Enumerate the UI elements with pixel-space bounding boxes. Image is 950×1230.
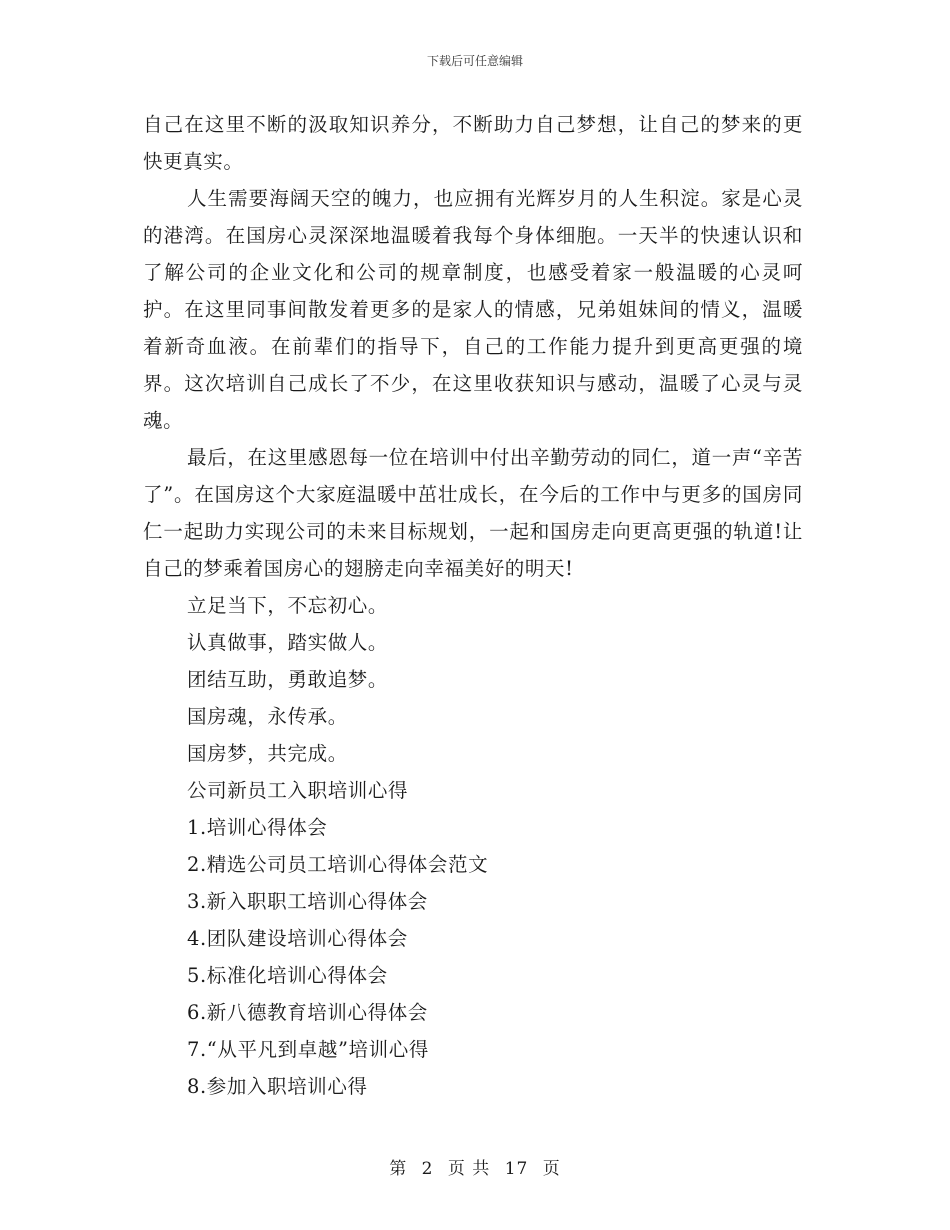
slogan-line: 团结互助，勇敢追梦。 xyxy=(187,668,389,691)
slogan-line: 国房魂，永传承。 xyxy=(187,705,348,728)
slogan-line: 认真做事，踏实做人。 xyxy=(187,631,389,654)
paragraph-1: 自己在这里不断的汲取知识养分，不断助力自己梦想，让自己的梦来的更快更真实。 xyxy=(143,113,803,173)
current-page-number: 2 xyxy=(421,1159,434,1179)
page-footer xyxy=(0,1154,950,1179)
footer-middle: 页 共 xyxy=(447,1159,491,1179)
total-page-count: 17 xyxy=(504,1159,529,1179)
toc-item: 2.精选公司员工培训心得体会范文 xyxy=(187,853,489,876)
page-header: 下载后可任意编辑 xyxy=(426,54,523,68)
section-title: 公司新员工入职培训心得 xyxy=(187,779,409,802)
toc-item: 8.参加入职培训心得 xyxy=(187,1075,368,1098)
paragraph-3: 最后，在这里感恩每一位在培训中付出辛勤劳动的同仁，道一声“辛苦了”。在国房这个大家庭温暖中茁壮成长，在今后的工作中与更多的国房同仁一起助力实现公司的未来目标规划，一起和国房走向更高更强的轨道!让自己的梦乘着国房心的翅膀走向幸福美好的明天! xyxy=(143,446,803,580)
paragraph-2: 人生需要海阔天空的魄力，也应拥有光辉岁月的人生积淀。家是心灵的港湾。在国房心灵深深地温暖着我每个身体细胞。一天半的快速认识和了解公司的企业文化和公司的规章制度，也感受着家一般温暖的心灵呵护。在这里同事间散发着更多的是家人的情感，兄弟姐妹间的情义，温暖着新奇血液。在前辈们的指导下，自己的工作能力提升到更高更强的境界。这次培训自己成长了不少，在这里收获知识与感动，温暖了心灵与灵魂。 xyxy=(143,187,803,432)
toc-item: 3.新入职职工培训心得体会 xyxy=(187,890,428,913)
toc-item: 6.新八德教育培训心得体会 xyxy=(187,1001,428,1024)
toc-item: 7.“从平凡到卓越”培训心得 xyxy=(187,1038,429,1061)
footer-suffix: 页 xyxy=(542,1159,561,1179)
slogan-line: 国房梦，共完成。 xyxy=(187,742,348,765)
slogan-line: 立足当下，不忘初心。 xyxy=(187,594,389,617)
document-body xyxy=(143,106,803,1105)
footer-prefix: 第 xyxy=(389,1159,408,1179)
toc-item: 1.培训心得体会 xyxy=(187,816,328,839)
toc-item: 5.标准化培训心得体会 xyxy=(187,964,388,987)
toc-item: 4.团队建设培训心得体会 xyxy=(187,927,408,950)
